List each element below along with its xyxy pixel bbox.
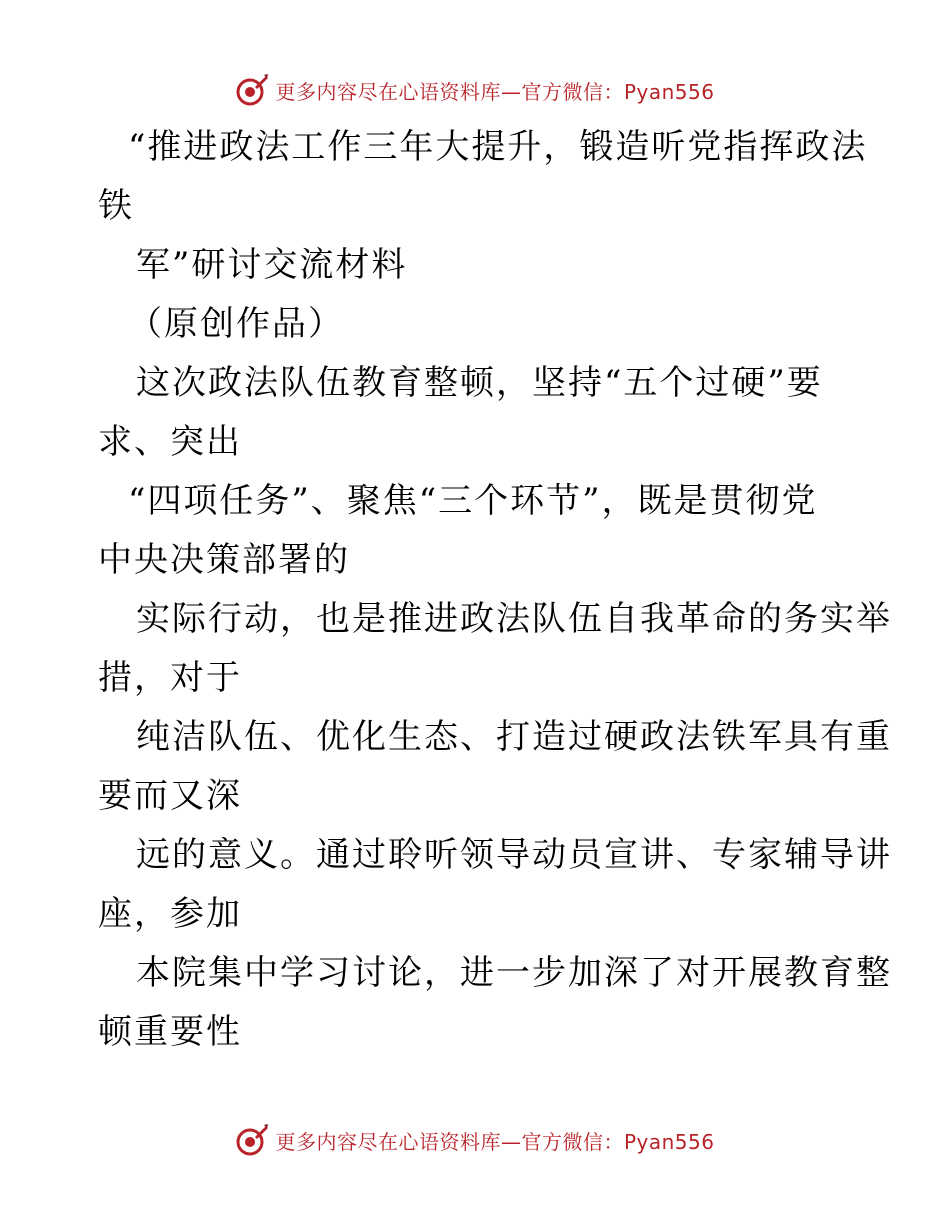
text-line-9: 实际行动，也是推进政法队伍自我革命的务实举 — [136, 599, 892, 639]
footer-banner-text: 更多内容尽在心语资料库—官方微信：Pyan556 — [275, 1129, 715, 1154]
text-line-16: 顿重要性 — [98, 1012, 242, 1052]
text-line-10: 措，对于 — [98, 658, 242, 698]
text-line-12: 要而又深 — [98, 776, 242, 816]
text-line-13: 远的意义。通过聆听领导动员宣讲、专家辅导讲 — [136, 835, 892, 875]
text-line-4: （原创作品） — [128, 304, 344, 344]
footer-banner — [0, 1120, 950, 1160]
document-body — [98, 118, 892, 1062]
text-line-15: 本院集中学习讨论，进一步加深了对开展教育整 — [136, 953, 892, 993]
header-banner-text: 更多内容尽在心语资料库—官方微信：Pyan556 — [275, 79, 715, 104]
text-line-8: 中央决策部署的 — [98, 540, 350, 580]
footer-banner-inner — [235, 1123, 714, 1157]
pen-logo-icon — [235, 1123, 269, 1157]
text-line-1: “推进政法工作三年大提升，锻造听党指挥政法 — [128, 127, 868, 167]
text-line-6: 求、突出 — [98, 422, 242, 462]
text-line-2: 铁 — [98, 186, 134, 226]
text-line-14: 座，参加 — [98, 894, 242, 934]
header-banner — [0, 70, 950, 110]
text-line-3: 军”研讨交流材料 — [136, 245, 408, 285]
text-line-5: 这次政法队伍教育整顿，坚持“五个过硬”要 — [136, 363, 823, 403]
text-line-7: “四项任务”、聚焦“三个环节”，既是贯彻党 — [128, 481, 818, 521]
pen-logo-icon — [235, 73, 269, 107]
header-banner-inner — [235, 73, 714, 107]
text-line-11: 纯洁队伍、优化生态、打造过硬政法铁军具有重 — [136, 717, 892, 757]
